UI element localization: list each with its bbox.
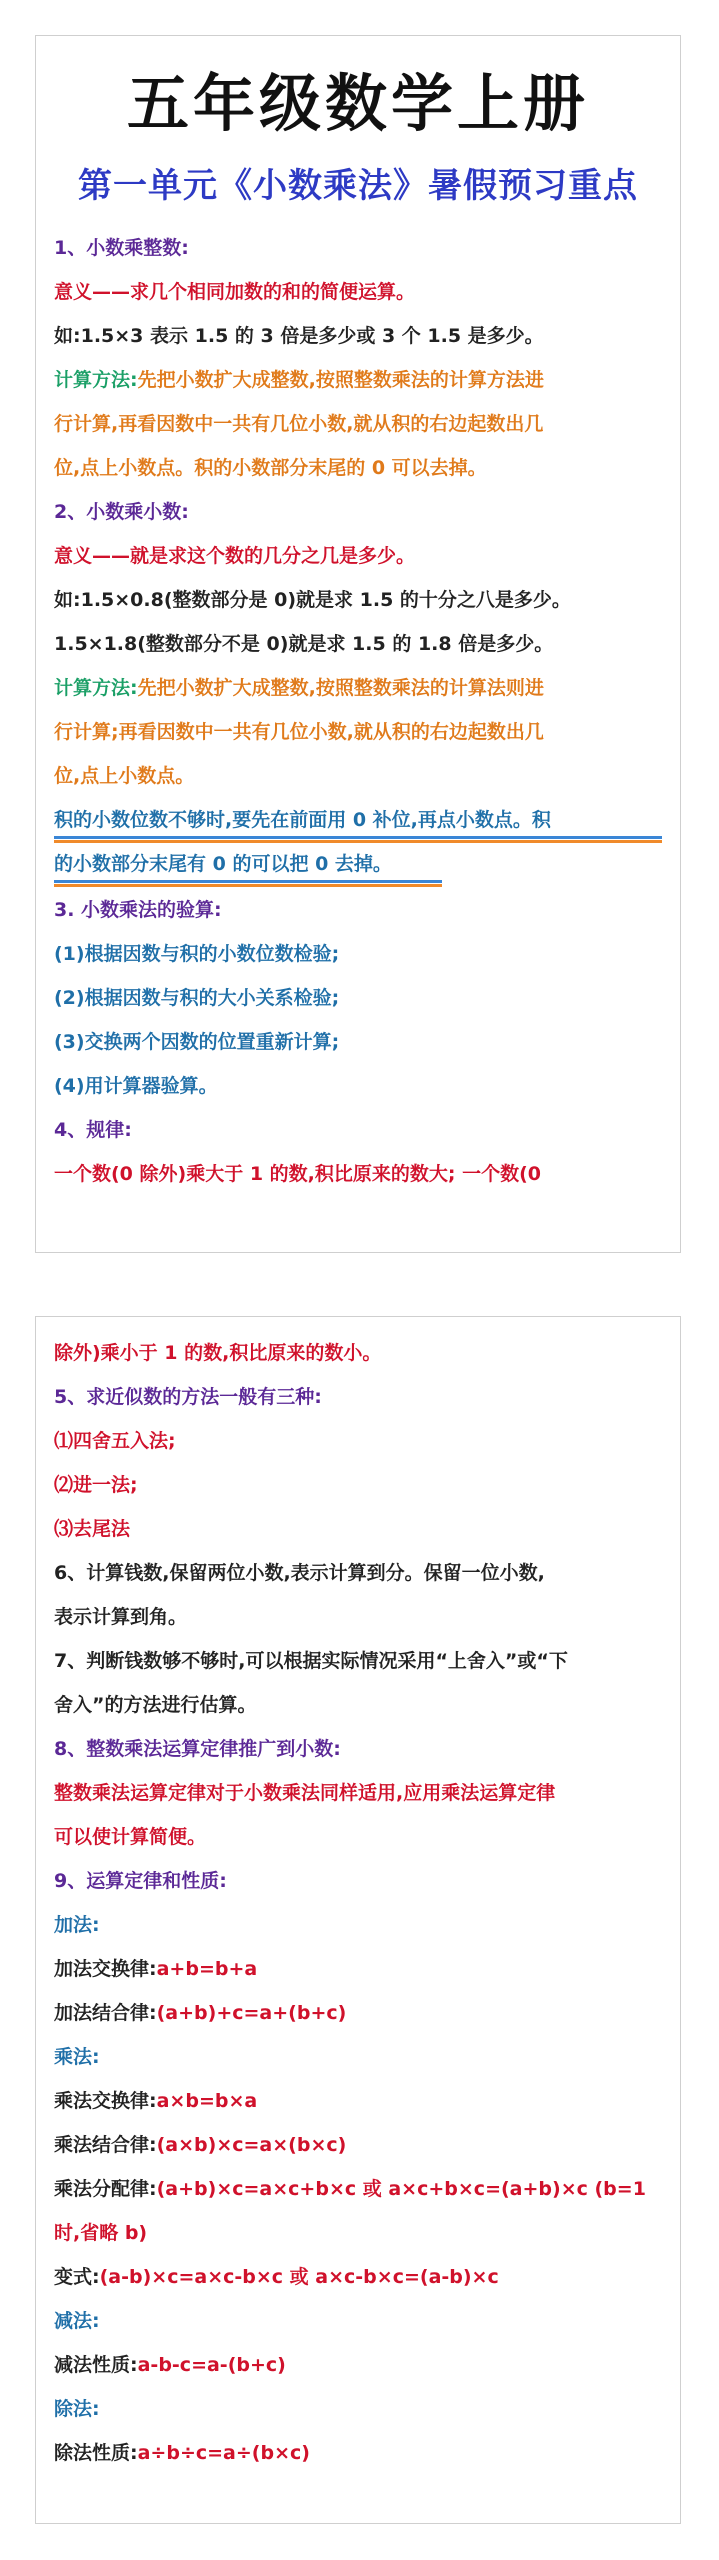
section-2-heading: 2、小数乘小数: [54, 501, 189, 523]
multiplication-commutative: 乘法交换律:a×b=b×a [54, 2090, 258, 2112]
section-6-line-2: 表示计算到角。 [54, 1606, 188, 1628]
page-card-1 [35, 35, 681, 1253]
page-card-2 [35, 1316, 681, 2524]
section-9-heading: 9、运算定律和性质: [54, 1870, 227, 1892]
section-5-heading: 5、求近似数的方法一般有三种: [54, 1386, 322, 1408]
page-title: 五年级数学上册 [126, 67, 589, 140]
section-3-heading: 3. 小数乘法的验算: [54, 899, 222, 921]
note-underline-blue [54, 836, 662, 839]
section-3-item: (4)用计算器验算。 [54, 1075, 218, 1097]
addition-heading: 加法: [54, 1914, 100, 1936]
section-6-line-1: 6、计算钱数,保留两位小数,表示计算到分。保留一位小数, [54, 1562, 545, 1584]
multiplication-distributive-line-2: 时,省略 b) [54, 2222, 148, 2244]
section-7-line-2: 舍入”的方法进行估算。 [54, 1694, 257, 1716]
section-2-method-line-2: 行计算;再看因数中一共有几位小数,就从积的右边起数出几 [54, 721, 544, 743]
addition-commutative: 加法交换律:a+b=b+a [54, 1958, 258, 1980]
section-2-meaning: 意义——就是求这个数的几分之几是多少。 [54, 545, 416, 567]
section-4-line-1: 一个数(0 除外)乘大于 1 的数,积比原来的数大; 一个数(0 [54, 1163, 541, 1185]
subtraction-heading: 减法: [54, 2310, 100, 2332]
section-5-item: ⑶去尾法 [54, 1518, 131, 1540]
section-2-example-2: 1.5×1.8(整数部分不是 0)就是求 1.5 的 1.8 倍是多少。 [54, 633, 554, 655]
section-5-item: ⑴四舍五入法; [54, 1430, 176, 1452]
division-heading: 除法: [54, 2398, 100, 2420]
multiplication-distributive: 乘法分配律:(a+b)×c=a×c+b×c 或 a×c+b×c=(a+b)×c (b=1 [54, 2178, 646, 2200]
section-2-method-line-1: 计算方法:先把小数扩大成整数,按照整数乘法的计算法则进 [54, 677, 544, 699]
section-1-method-line-3: 位,点上小数点。积的小数部分末尾的 0 可以去掉。 [54, 457, 487, 479]
section-2-note-line-1: 积的小数位数不够时,要先在前面用 0 补位,再点小数点。积 [54, 809, 551, 831]
section-8-line-1: 整数乘法运算定律对于小数乘法同样适用,应用乘法运算定律 [54, 1782, 556, 1804]
section-2-example-1: 如:1.5×0.8(整数部分是 0)就是求 1.5 的十分之八是多少。 [54, 589, 571, 611]
addition-associative: 加法结合律:(a+b)+c=a+(b+c) [54, 2002, 347, 2024]
subtraction-property: 减法性质:a-b-c=a-(b+c) [54, 2354, 286, 2376]
section-1-meaning: 意义——求几个相同加数的和的简便运算。 [54, 281, 416, 303]
section-8-line-2: 可以使计算简便。 [54, 1826, 207, 1848]
section-1-method-line-2: 行计算,再看因数中一共有几位小数,就从积的右边起数出几 [54, 413, 544, 435]
section-4-line-2: 除外)乘小于 1 的数,积比原来的数小。 [54, 1342, 382, 1364]
section-3-item: (1)根据因数与积的小数位数检验; [54, 943, 340, 965]
note-underline-orange-2 [54, 884, 442, 887]
section-3-item: (3)交换两个因数的位置重新计算; [54, 1031, 340, 1053]
section-2-note-line-2: 的小数部分末尾有 0 的可以把 0 去掉。 [54, 853, 392, 875]
section-5-item: ⑵进一法; [54, 1474, 138, 1496]
section-4-heading: 4、规律: [54, 1119, 132, 1141]
method-label: 计算方法: [54, 677, 138, 699]
multiplication-heading: 乘法: [54, 2046, 100, 2068]
section-2-method-line-3: 位,点上小数点。 [54, 765, 195, 787]
section-3-item: (2)根据因数与积的大小关系检验; [54, 987, 340, 1009]
section-1-method-line-1: 计算方法:先把小数扩大成整数,按照整数乘法的计算方法进 [54, 369, 544, 391]
section-7-line-1: 7、判断钱数够不够时,可以根据实际情况采用“上舍入”或“下 [54, 1650, 568, 1672]
section-8-heading: 8、整数乘法运算定律推广到小数: [54, 1738, 341, 1760]
note-underline-blue-2 [54, 880, 442, 883]
section-1-example: 如:1.5×3 表示 1.5 的 3 倍是多少或 3 个 1.5 是多少。 [54, 325, 544, 347]
variant-formula: 变式:(a-b)×c=a×c-b×c 或 a×c-b×c=(a-b)×c [54, 2266, 499, 2288]
method-label: 计算方法: [54, 369, 138, 391]
page-subtitle: 第一单元《小数乘法》暑假预习重点 [78, 166, 638, 206]
section-1-heading: 1、小数乘整数: [54, 237, 189, 259]
division-property: 除法性质:a÷b÷c=a÷(b×c) [54, 2442, 310, 2464]
multiplication-associative: 乘法结合律:(a×b)×c=a×(b×c) [54, 2134, 347, 2156]
